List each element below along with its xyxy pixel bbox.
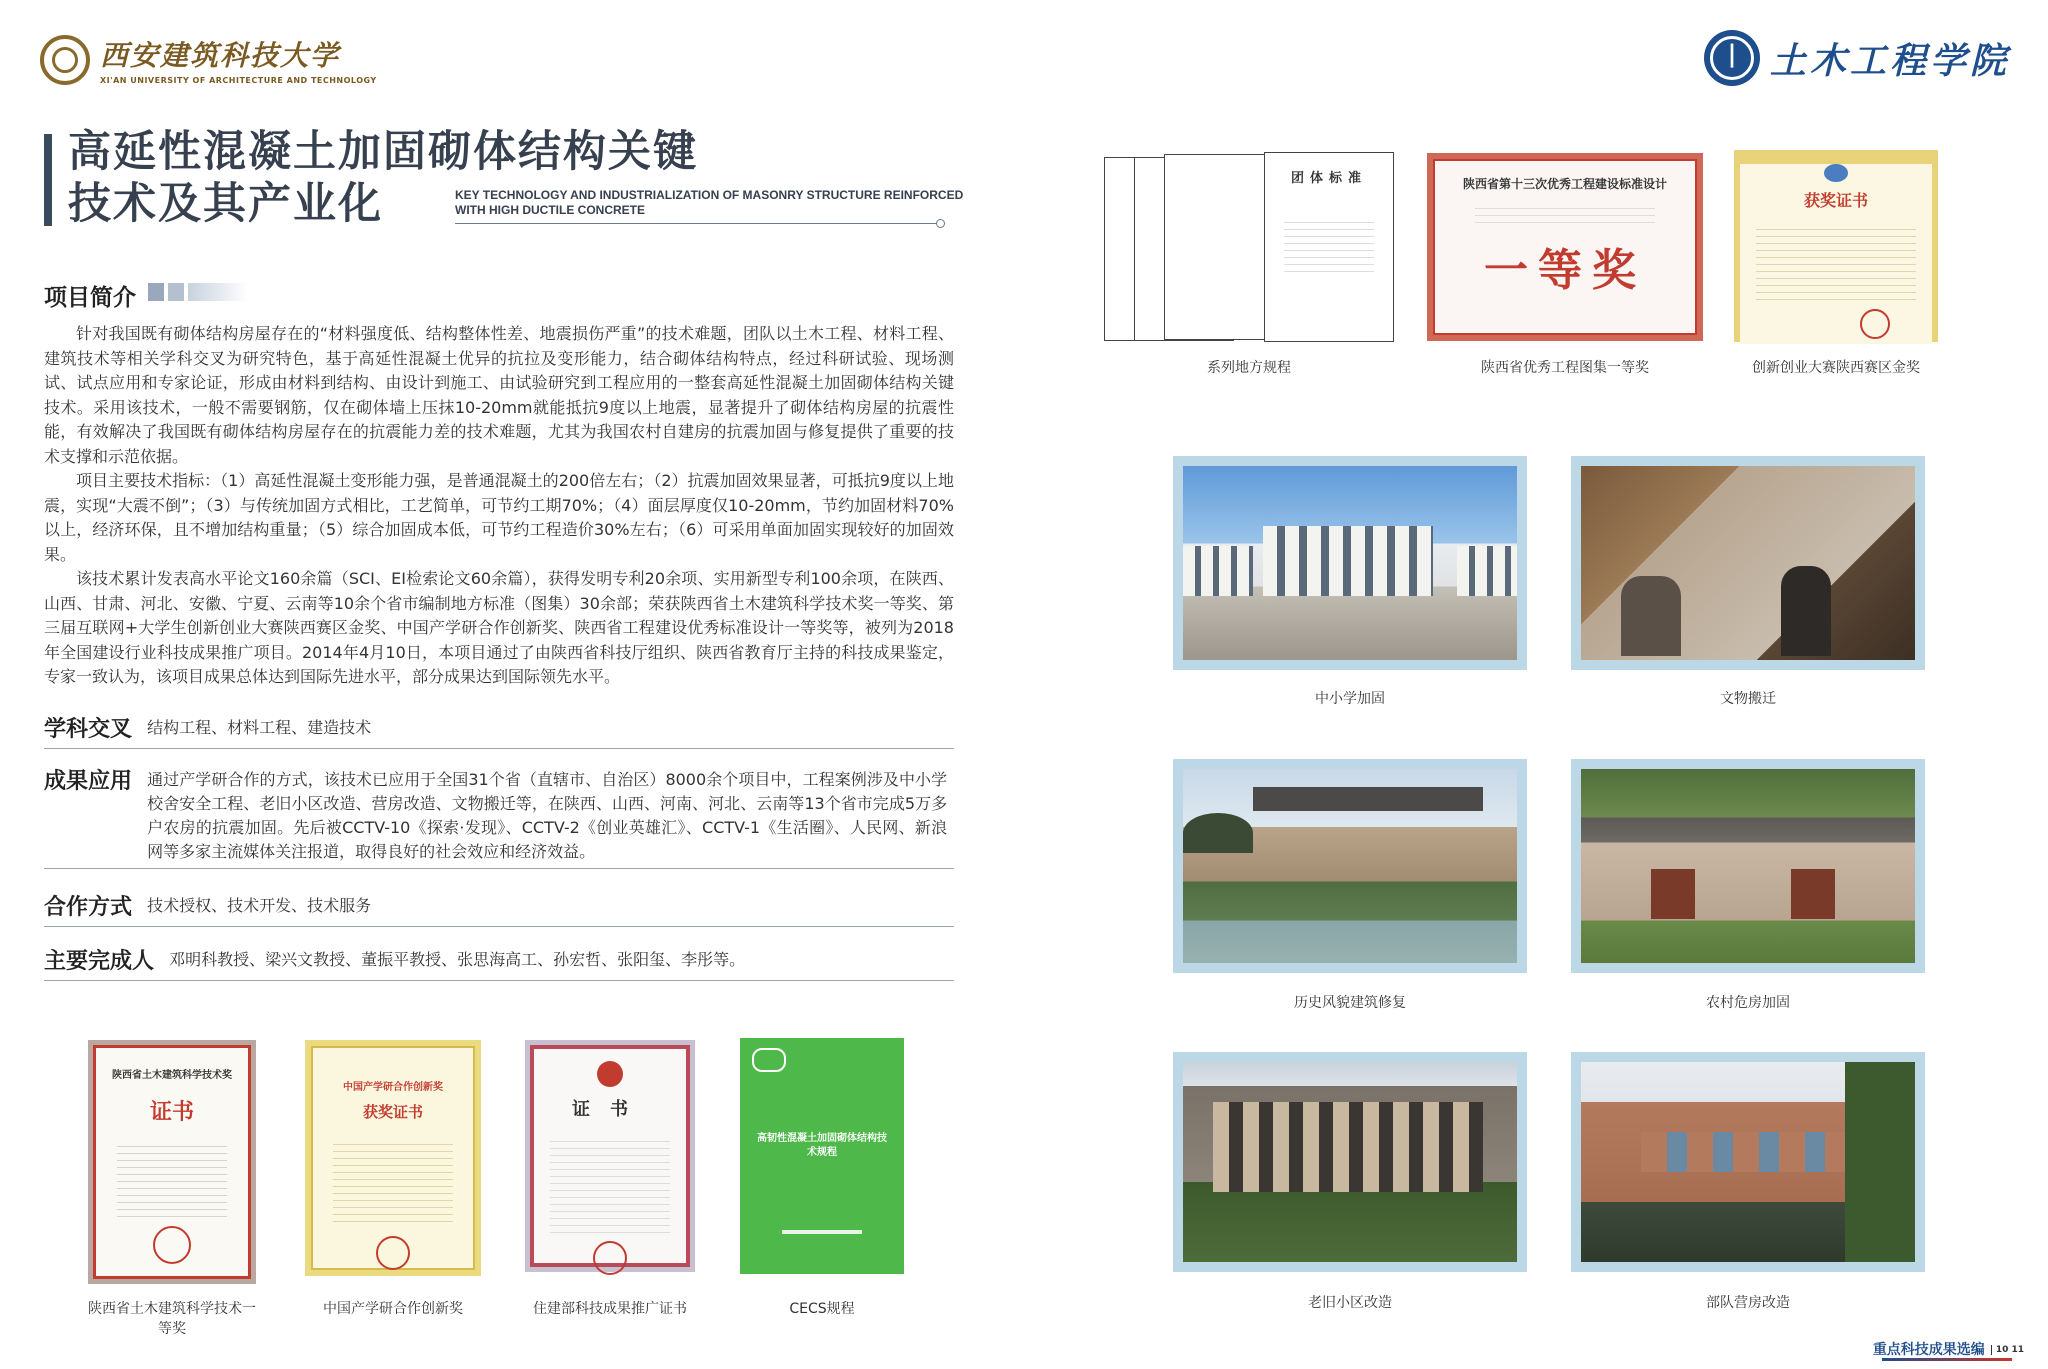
page-footer bbox=[1873, 1339, 2024, 1359]
certificate-caption: 住建部科技成果推广证书 bbox=[533, 1301, 687, 1317]
college-name: 土木工程学院 bbox=[1769, 39, 2010, 82]
cooperation-label: 合作方式 bbox=[44, 895, 133, 920]
certificate-title: 中国产学研合作创新奖 bbox=[343, 1082, 443, 1093]
application-section bbox=[44, 764, 954, 869]
red-seal-icon bbox=[376, 1236, 410, 1270]
title-rule bbox=[455, 223, 940, 224]
application-value: 通过产学研合作的方式，该技术已应用于全国31个省（直辖市、自治区）8000余个项目中，工程案例涉及中小学校舍安全工程、老旧小区改造、营房改造、文物搬迁等，在陕西、山西、河南、河北、云南等13个省市完成5万多户农房的抗震加固。先后被CCTV-10《探索·发现》、CCTV-2《创业英雄汇》、CCTV-1《生活圈》、人民网、新浪网等多家主流媒体关注报道，取得良好的社会效应和经济效益。 bbox=[147, 770, 948, 861]
college-emblem-icon bbox=[1704, 30, 1760, 86]
certificate-image bbox=[525, 1040, 695, 1272]
discipline-section bbox=[44, 712, 954, 749]
discipline-value: 结构工程、材料工程、建造技术 bbox=[147, 718, 372, 737]
cecs-standard-cover bbox=[740, 1038, 904, 1274]
intro-heading-decoration bbox=[148, 283, 248, 301]
certificate-heading: 证书 bbox=[572, 1099, 648, 1120]
historic-building-image bbox=[1183, 769, 1517, 963]
red-seal-icon bbox=[153, 1226, 191, 1264]
college-logo bbox=[1704, 30, 2010, 86]
people-label: 主要完成人 bbox=[44, 949, 155, 974]
certificate-heading: 获奖证书 bbox=[362, 1103, 423, 1121]
red-seal-icon bbox=[1860, 309, 1890, 339]
national-emblem-icon bbox=[597, 1061, 623, 1087]
intro-paragraph: 针对我国既有砌体结构房屋存在的“材料强度低、结构整体性差、地震损伤严重”的技术难题，团队以土木工程、材料工程、建筑技术等相关学科交叉为研究特色，基于高延性混凝土优异的抗拉及变形能力，结合砌体结构特点，经过科研试验、现场测试、试点应用和专家论证，形成由材料到结构、由设计到施工、由试验研究到工程应用的一整套高延性混凝土加固砌体结构关键技术。采用该技术，一般不需要钢筋，仅在砌体墙上压抹10-20mm就能抵抗9度以上地震，显著提升了砌体结构房屋的抗震性能，有效解决了我国既有砌体结构房屋存在的抗震能力差的技术难题，尤其为我国农村自建房的抗震加固与修复提供了重要的技术支撑和示范依据。 bbox=[44, 324, 954, 466]
people-value: 邓明科教授、梁兴文教授、董振平教授、张思海高工、孙宏哲、张阳玺、李彤等。 bbox=[169, 950, 746, 969]
local-standards-stack bbox=[1104, 152, 1394, 342]
relic-relocation-image bbox=[1581, 466, 1915, 660]
title-line-2: 技术及其产业化 bbox=[68, 179, 383, 229]
photo-caption: 历史风貌建筑修复 bbox=[1294, 995, 1406, 1011]
photo-caption: 农村危房加固 bbox=[1706, 995, 1790, 1011]
footer-label: 重点科技成果选编 bbox=[1872, 1342, 1985, 1358]
old-residential-image bbox=[1183, 1062, 1517, 1262]
photo-caption: 部队营房改造 bbox=[1706, 1295, 1790, 1311]
standard-title: 高韧性混凝土加固砌体结构技术规程 bbox=[757, 1133, 887, 1158]
red-seal-icon bbox=[593, 1241, 627, 1275]
university-name-en: XI'AN UNIVERSITY OF ARCHITECTURE AND TECHNOLOGY bbox=[100, 76, 377, 85]
photo-caption: 文物搬迁 bbox=[1720, 691, 1776, 707]
cecs-logo-icon bbox=[752, 1048, 786, 1072]
title-english bbox=[455, 188, 963, 218]
project-photo bbox=[1571, 759, 1925, 973]
application-label: 成果应用 bbox=[44, 769, 133, 794]
certificate-caption: 中国产学研合作创新奖 bbox=[323, 1301, 463, 1317]
title-accent-bar bbox=[44, 134, 52, 226]
certificate-title: 陕西省土木建筑科学技术奖 bbox=[112, 1070, 232, 1081]
certificate-caption: CECS规程 bbox=[789, 1301, 855, 1317]
award-certificate-image bbox=[1734, 150, 1938, 342]
title-rule-dot bbox=[936, 219, 945, 228]
certificate-image bbox=[88, 1040, 256, 1284]
project-photo bbox=[1173, 1052, 1527, 1272]
certificate-caption: 陕西省土木建筑科学技术一等奖 bbox=[88, 1301, 256, 1337]
certificate-caption: 创新创业大赛陕西赛区金奖 bbox=[1752, 360, 1920, 376]
project-photo bbox=[1173, 759, 1527, 973]
cooperation-value: 技术授权、技术开发、技术服务 bbox=[147, 896, 372, 915]
award-certificate-image bbox=[1427, 153, 1703, 341]
cooperation-section bbox=[44, 890, 954, 927]
certificate-caption: 陕西省优秀工程图集一等奖 bbox=[1481, 360, 1649, 376]
photo-caption: 老旧小区改造 bbox=[1308, 1295, 1392, 1311]
award-grade: 一等奖 bbox=[1484, 245, 1646, 296]
project-photo bbox=[1173, 456, 1527, 670]
intro-body bbox=[44, 322, 954, 690]
university-name-cn: 西安建筑科技大学 bbox=[100, 39, 341, 72]
document-title: 团体标准 bbox=[1290, 171, 1367, 186]
trophy-icon bbox=[1824, 164, 1848, 182]
school-building-image bbox=[1183, 466, 1517, 660]
project-photo bbox=[1571, 456, 1925, 670]
intro-paragraph: 该技术累计发表高水平论文160余篇（SCI、EI检索论文60余篇），获得发明专利20余项、实用新型专利100余项，在陕西、山西、甘肃、河北、安徽、宁夏、云南等10余个省市编制地方标准（图集）30余部；荣获陕西省土木建筑科学技术奖一等奖、第三届互联网+大学生创新创业大赛陕西赛区金奖、中国产学研合作创新奖、陕西省工程建设优秀标准设计一等奖等，被列为2018年全国建设行业科技成果推广项目。2014年4月10日，本项目通过了由陕西省科技厅组织、陕西省教育厅主持的科技成果鉴定，专家一致认为，该项目成果总体达到国际先进水平，部分成果达到国际领先水平。 bbox=[44, 569, 954, 686]
document-caption: 系列地方规程 bbox=[1207, 360, 1291, 376]
barracks-image bbox=[1581, 1062, 1915, 1262]
project-photo bbox=[1571, 1052, 1925, 1272]
certificate-heading: 获奖证书 bbox=[1803, 191, 1868, 210]
certificate-image bbox=[305, 1040, 481, 1276]
title-english-line-1: KEY TECHNOLOGY AND INDUSTRIALIZATION OF MASONRY STRUCTURE REINFORCED bbox=[455, 188, 964, 202]
certificate-title: 陕西省第十三次优秀工程建设标准设计 bbox=[1462, 177, 1667, 191]
page-number: 10 11 bbox=[1991, 1345, 2024, 1355]
footer-accent-line bbox=[1882, 1358, 2012, 1361]
discipline-label: 学科交叉 bbox=[44, 717, 133, 742]
rural-house-image bbox=[1581, 769, 1915, 963]
intro-heading: 项目简介 bbox=[44, 285, 136, 311]
university-logo bbox=[40, 34, 377, 85]
photo-caption: 中小学加固 bbox=[1315, 691, 1385, 707]
title-english-line-2: WITH HIGH DUCTILE CONCRETE bbox=[455, 203, 645, 217]
intro-paragraph: 项目主要技术指标：（1）高延性混凝土变形能力强，是普通混凝土的200倍左右；（2）抗震加固效果显著，可抵抗9度以上地震，实现“大震不倒”；（3）与传统加固方式相比，工艺简单，可节约工期70%；（4）面层厚度仅10-20mm，节约加固材料70%以上，经济环保，且不增加结构重量；（5）综合加固成本低，可节约工程造价30%左右；（6）可采用单面加固实现较好的加固效果。 bbox=[44, 471, 954, 564]
title-line-1: 高延性混凝土加固砌体结构关键 bbox=[68, 127, 698, 177]
certificate-heading: 证书 bbox=[149, 1100, 194, 1125]
people-section bbox=[44, 944, 954, 981]
university-seal-icon bbox=[40, 35, 90, 85]
